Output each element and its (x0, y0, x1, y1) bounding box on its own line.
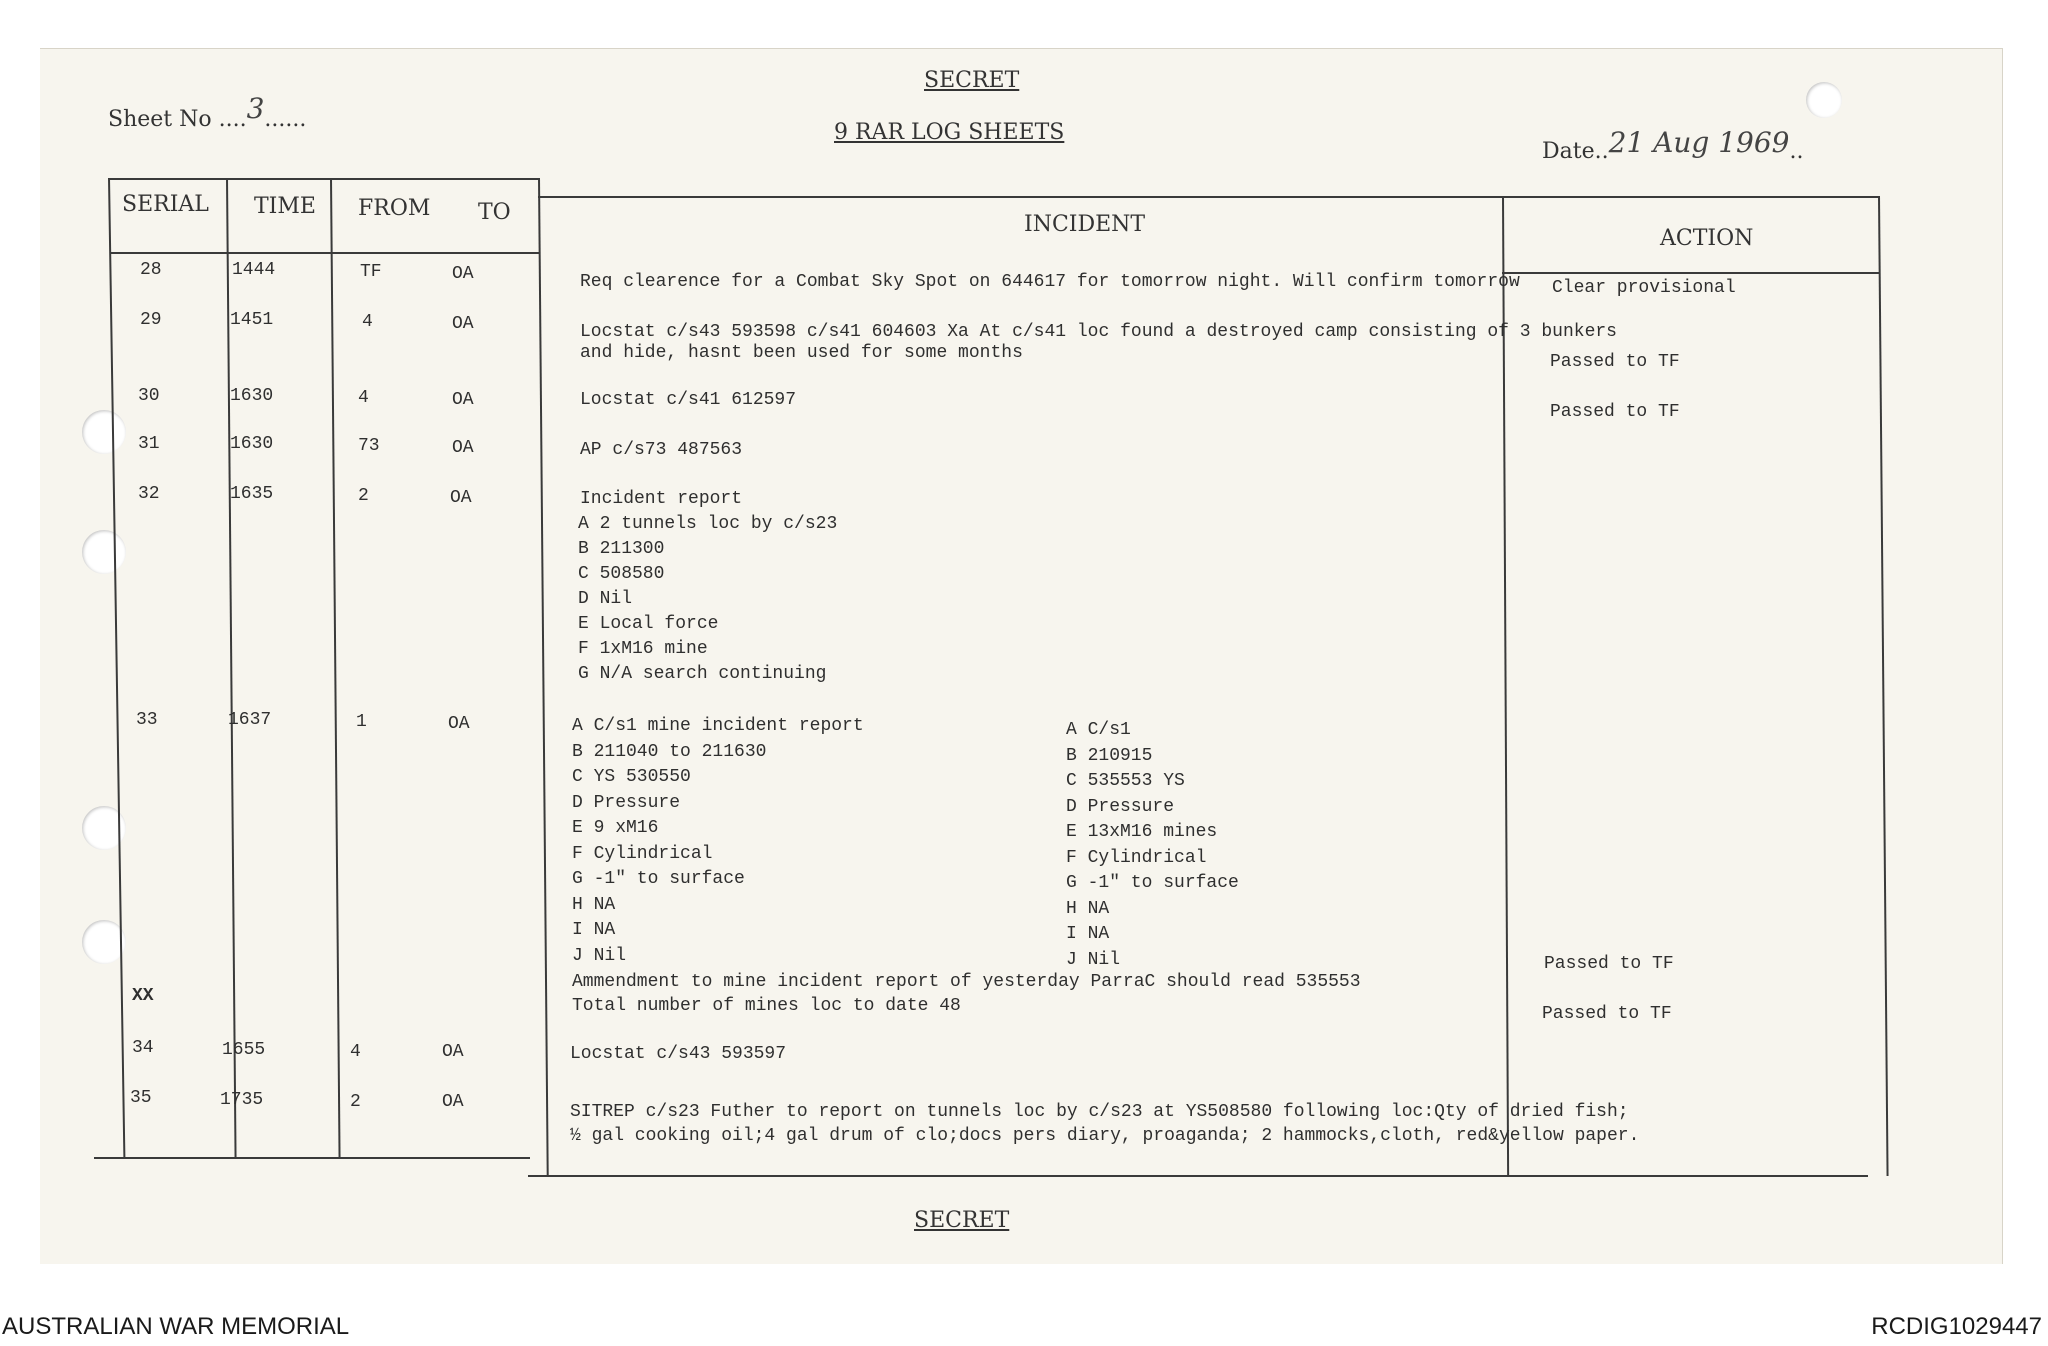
cell-to: OA (442, 1092, 464, 1112)
cell-incident-line: B 211300 (578, 539, 665, 559)
report-line: A C/s1 mine incident report (572, 716, 864, 736)
cell-incident-line: E Local force (578, 614, 719, 634)
cell-to: OA (452, 264, 474, 284)
report-line: F Cylindrical (1066, 847, 1207, 868)
cell-action: Clear provisional (1552, 278, 1736, 298)
report-line: G -1" to surface (572, 869, 745, 889)
cell-serial: 32 (138, 484, 160, 504)
footer-source: AUSTRALIAN WAR MEMORIAL (2, 1313, 350, 1340)
cell-from: TF (360, 262, 382, 282)
cell-from: 4 (350, 1042, 361, 1062)
report-line: C YS 530550 (572, 767, 691, 787)
cell-action: Passed to TF (1542, 1004, 1672, 1024)
table-border-top-right (538, 196, 1880, 198)
date-dots: .. (1789, 139, 1804, 164)
header-action: ACTION (1660, 226, 1754, 251)
report-line: B 211040 to 211630 (572, 741, 767, 762)
cell-action: Passed to TF (1550, 402, 1680, 422)
report-line: H NA (572, 894, 616, 915)
report-line: J Nil (1066, 949, 1121, 970)
date-dots: .. (1594, 139, 1609, 164)
header-time: TIME (254, 194, 316, 219)
cell-action: Passed to TF (1544, 954, 1674, 974)
sheet-label: Sheet No (108, 107, 212, 132)
report-line: H NA (1066, 898, 1110, 919)
cell-incident-line: Incident report (580, 489, 743, 509)
classification-top: SECRET (924, 68, 1020, 93)
cell-incident-line: F 1xM16 mine (578, 639, 708, 659)
mine-report-right (1066, 718, 1239, 973)
cell-to: OA (442, 1042, 464, 1062)
report-line: J Nil (572, 945, 627, 966)
cell-to: OA (452, 390, 474, 410)
report-line: A C/s1 (1066, 720, 1131, 740)
header-incident: INCIDENT (1024, 212, 1146, 237)
cell-from: 1 (356, 712, 367, 732)
report-line: I NA (572, 920, 616, 940)
amendment-line: Total number of mines loc to date 48 (572, 996, 961, 1016)
header-serial: SERIAL (122, 192, 209, 217)
sheet-dots: ...... (264, 107, 307, 132)
report-line: E 13xM16 mines (1066, 822, 1218, 842)
cell-time: 1735 (220, 1090, 264, 1110)
cell-time: 1655 (222, 1040, 266, 1060)
table-border-top-left (110, 178, 540, 180)
sheet-value: 3 (246, 92, 265, 125)
cell-time: 1637 (228, 710, 272, 730)
cell-from: 2 (350, 1092, 361, 1112)
cell-to: OA (452, 314, 474, 334)
report-line: E 9 xM16 (572, 818, 659, 838)
mine-report-left (572, 714, 864, 969)
serial-mark: XX (132, 986, 154, 1006)
cell-serial: 28 (140, 260, 162, 280)
cell-incident-line: G N/A search continuing (578, 664, 827, 684)
cell-serial: 31 (138, 434, 160, 454)
report-line: F Cylindrical (572, 843, 713, 864)
cell-to: OA (448, 714, 470, 734)
cell-incident-line: AP c/s73 487563 (580, 440, 743, 460)
report-line: C 535553 YS (1066, 771, 1185, 791)
report-line: B 210915 (1066, 745, 1153, 766)
amendment-line: Ammendment to mine incident report of yesterday ParraC should read 535553 (572, 972, 1361, 992)
cell-from: 73 (358, 436, 380, 456)
cell-incident-line: ½ gal cooking oil;4 gal drum of clo;docs pers diary, proaganda; 2 hammocks,cloth, red&yellow paper. (570, 1126, 1640, 1146)
cell-incident-line: A 2 tunnels loc by c/s23 (578, 514, 838, 534)
table-border-bottom (94, 1157, 530, 1159)
cell-time: 1444 (232, 260, 276, 280)
cell-incident-line: Locstat c/s43 593597 (570, 1044, 787, 1064)
cell-from: 4 (358, 388, 369, 408)
cell-incident-line: Req clearence for a Combat Sky Spot on 644617 for tomorrow night. Will confirm tomorrow (580, 272, 1520, 292)
cell-to: OA (450, 488, 472, 508)
punch-hole (1806, 82, 1842, 118)
table-header-divider (1502, 272, 1880, 274)
cell-serial: 35 (130, 1088, 152, 1108)
document-title: 9 RAR LOG SHEETS (834, 120, 1065, 145)
cell-serial: 30 (138, 386, 160, 406)
cell-serial: 33 (136, 710, 158, 730)
date-label: Date (1542, 139, 1595, 164)
cell-to: OA (452, 438, 474, 458)
report-line: G -1" to surface (1066, 873, 1239, 893)
cell-action: Passed to TF (1550, 352, 1680, 372)
cell-time: 1451 (230, 310, 274, 330)
date-value: 21 Aug 1969 (1608, 126, 1790, 159)
punch-hole (82, 410, 126, 454)
cell-incident-line: Locstat c/s41 612597 (580, 390, 797, 410)
table-border-bottom (528, 1175, 1868, 1177)
cell-incident-line: Locstat c/s43 593598 c/s41 604603 Xa At c/s41 loc found a destroyed camp consisting of 3 bunkers (580, 322, 1617, 342)
sheet-number (108, 92, 307, 133)
date-field (1542, 126, 1804, 165)
cell-serial: 34 (132, 1038, 154, 1058)
header-to: TO (478, 200, 511, 225)
punch-hole (82, 530, 126, 574)
cell-incident-line: and hide, hasnt been used for some months (580, 343, 1023, 363)
cell-time: 1635 (230, 484, 274, 504)
cell-from: 2 (358, 486, 369, 506)
report-line: D Pressure (1066, 796, 1175, 817)
cell-time: 1630 (230, 386, 274, 406)
sheet-dots: .... (218, 107, 247, 132)
cell-incident-line: SITREP c/s23 Futher to report on tunnels loc by c/s23 at YS508580 following loc:Qty of dried fish; (570, 1102, 1629, 1122)
cell-incident-line: C 508580 (578, 564, 665, 584)
report-line: I NA (1066, 924, 1110, 944)
cell-serial: 29 (140, 310, 162, 330)
cell-time: 1630 (230, 434, 274, 454)
report-line: D Pressure (572, 792, 681, 813)
header-from: FROM (358, 196, 431, 221)
table-header-divider (110, 252, 540, 254)
classification-bottom: SECRET (914, 1208, 1010, 1233)
cell-incident-line: D Nil (578, 589, 633, 609)
cell-from: 4 (362, 312, 373, 332)
footer-id: RCDIG1029447 (1871, 1313, 2042, 1340)
